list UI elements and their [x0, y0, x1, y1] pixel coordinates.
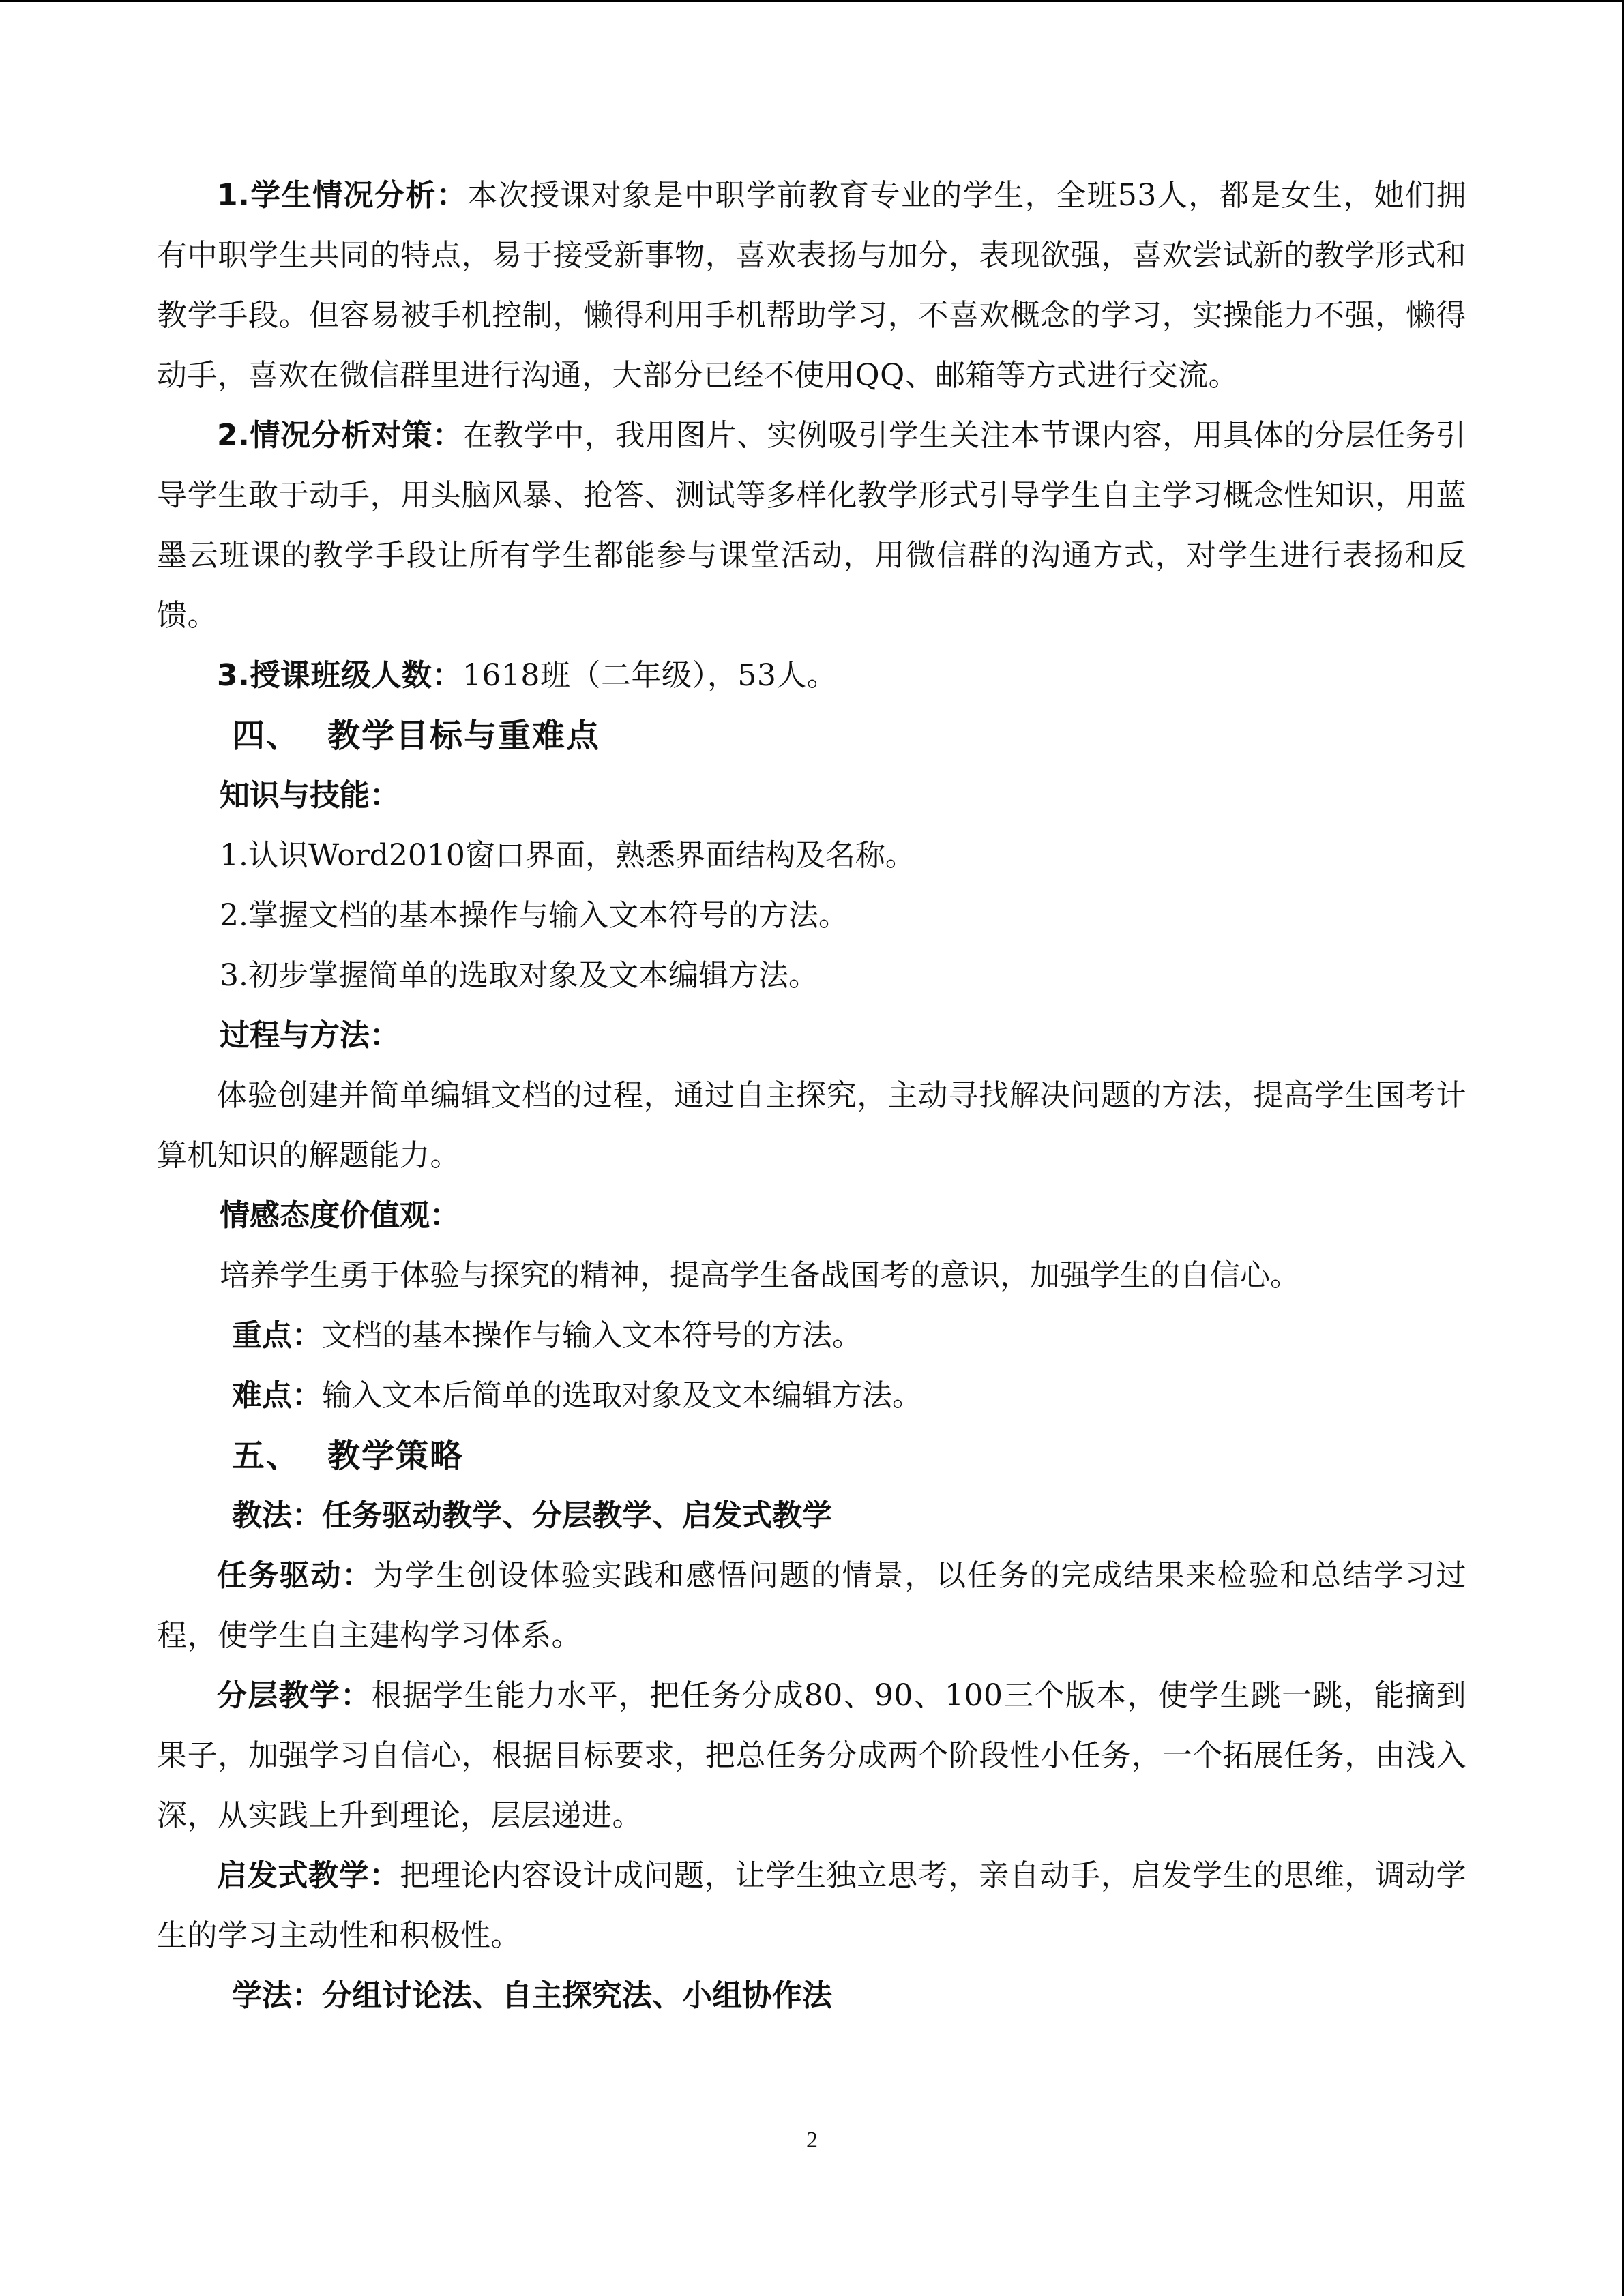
- teaching-methods-heading: 教法：任务驱动教学、分层教学、启发式教学: [232, 1498, 832, 1533]
- section-number: 五、: [232, 1437, 301, 1475]
- emotion-values-text: 培养学生勇于体验与探究的精神，提高学生备战国考的意识，加强学生的自信心。: [220, 1258, 1300, 1293]
- layered-teaching-paragraph: [157, 1666, 1466, 1846]
- class-size-text: 1618班（二年级），53人。: [462, 658, 838, 693]
- page-number: 2: [806, 2128, 818, 2153]
- page-border-top: [0, 0, 1624, 2]
- heuristic-teaching-lead: 启发式教学：: [217, 1858, 400, 1893]
- knowledge-item: 3.初步掌握简单的选取对象及文本编辑方法。: [220, 958, 818, 993]
- layered-teaching-text: 根据学生能力水平，把任务分成80、90、100三个版本，使学生跳一跳，能摘到果子，加强学习自信心，根据目标要求，把总任务分成两个阶段性小任务，一个拓展任务，由浅入深，从实践上升到理论，层层递进。: [157, 1678, 1467, 1833]
- layered-teaching-lead: 分层教学：: [217, 1678, 372, 1713]
- document-body: [157, 166, 1466, 2026]
- key-point-lead: 重点：: [232, 1318, 322, 1353]
- knowledge-item: 1.认识Word2010窗口界面，熟悉界面结构及名称。: [220, 838, 915, 873]
- section-heading-objectives: [157, 706, 1466, 766]
- analysis-strategy-paragraph: [157, 406, 1466, 646]
- heuristic-teaching-text: 把理论内容设计成问题，让学生独立思考，亲自动手，启发学生的思维，调动学生的学习主动性和积极性。: [157, 1858, 1466, 1953]
- student-analysis-text: 本次授课对象是中职学前教育专业的学生，全班53人，都是女生，她们拥有中职学生共同的特点，易于接受新事物，喜欢表扬与加分，表现欲强，喜欢尝试新的教学形式和教学手段。但容易被手机控制，懒得利用手机帮助学习，不喜欢概念的学习，实操能力不强，懒得动手，喜欢在微信群里进行沟通，大部分已经不使用QQ、邮箱等方式进行交流。: [157, 178, 1466, 393]
- difficult-point-lead: 难点：: [232, 1378, 322, 1413]
- task-driven-text: 为学生创设体验实践和感悟问题的情景，以任务的完成结果来检验和总结学习过程，使学生自主建构学习体系。: [157, 1558, 1467, 1653]
- class-size-paragraph: [157, 646, 1466, 706]
- knowledge-item: 2.掌握文档的基本操作与输入文本符号的方法。: [220, 898, 848, 933]
- key-point-paragraph: [157, 1306, 1466, 1366]
- process-methods-heading: 过程与方法：: [220, 1018, 400, 1053]
- difficult-point-paragraph: [157, 1366, 1466, 1426]
- section-heading-strategy: [157, 1426, 1466, 1486]
- knowledge-skills-heading: 知识与技能：: [220, 778, 400, 813]
- student-analysis-lead: 1.学生情况分析：: [217, 178, 468, 213]
- analysis-strategy-lead: 2.情况分析对策：: [217, 418, 463, 453]
- section-title: 教学目标与重难点: [327, 717, 601, 755]
- section-title: 教学策略: [327, 1437, 464, 1475]
- task-driven-paragraph: [157, 1546, 1466, 1666]
- emotion-values-heading: 情感态度价值观：: [220, 1198, 460, 1233]
- difficult-point-text: 输入文本后简单的选取对象及文本编辑方法。: [322, 1378, 922, 1413]
- student-analysis-paragraph: [157, 166, 1466, 406]
- task-driven-lead: 任务驱动：: [217, 1558, 374, 1593]
- learning-methods-heading: 学法：分组讨论法、自主探究法、小组协作法: [232, 1978, 832, 2013]
- heuristic-teaching-paragraph: [157, 1846, 1466, 1966]
- analysis-strategy-text: 在教学中，我用图片、实例吸引学生关注本节课内容，用具体的分层任务引导学生敢于动手，用头脑风暴、抢答、测试等多样化教学形式引导学生自主学习概念性知识，用蓝墨云班课的教学手段让所有学生都能参与课堂活动，用微信群的沟通方式，对学生进行表扬和反馈。: [157, 418, 1466, 633]
- section-number: 四、: [232, 717, 301, 755]
- class-size-lead: 3.授课班级人数：: [217, 658, 462, 693]
- process-methods-text: 体验创建并简单编辑文档的过程，通过自主探究，主动寻找解决问题的方法，提高学生国考计算机知识的解题能力。: [157, 1078, 1466, 1173]
- key-point-text: 文档的基本操作与输入文本符号的方法。: [322, 1318, 862, 1353]
